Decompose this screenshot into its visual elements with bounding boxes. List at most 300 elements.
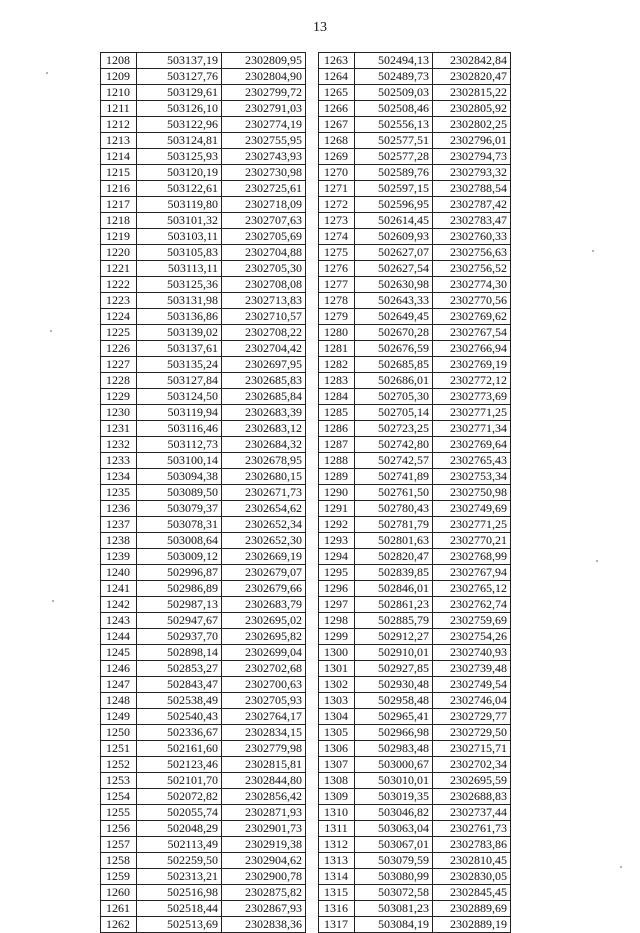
x-coordinate-cell: 502630,98 xyxy=(355,277,433,293)
point-number-cell: 1284 xyxy=(319,389,355,405)
y-coordinate-cell: 2302725,61 xyxy=(222,181,306,197)
x-coordinate-cell: 502609,93 xyxy=(355,229,433,245)
point-number-cell: 1302 xyxy=(319,677,355,693)
point-number-cell: 1315 xyxy=(319,885,355,901)
y-coordinate-cell: 2302680,15 xyxy=(222,469,306,485)
x-coordinate-cell: 503084,19 xyxy=(355,917,433,933)
y-coordinate-cell: 2302809,95 xyxy=(222,53,306,69)
table-row xyxy=(319,165,511,181)
point-number-cell: 1232 xyxy=(101,437,137,453)
point-number-cell: 1313 xyxy=(319,853,355,869)
table-row xyxy=(319,117,511,133)
point-number-cell: 1283 xyxy=(319,373,355,389)
point-number-cell: 1276 xyxy=(319,261,355,277)
point-number-cell: 1266 xyxy=(319,101,355,117)
y-coordinate-cell: 2302739,48 xyxy=(433,661,511,677)
point-number-cell: 1238 xyxy=(101,533,137,549)
x-coordinate-cell: 503127,84 xyxy=(137,373,222,389)
y-coordinate-cell: 2302771,25 xyxy=(433,405,511,421)
x-coordinate-cell: 502676,59 xyxy=(355,341,433,357)
x-coordinate-cell: 502927,85 xyxy=(355,661,433,677)
point-number-cell: 1299 xyxy=(319,629,355,645)
table-row xyxy=(319,565,511,581)
table-row xyxy=(101,309,306,325)
y-coordinate-cell: 2302683,39 xyxy=(222,405,306,421)
point-number-cell: 1268 xyxy=(319,133,355,149)
y-coordinate-cell: 2302815,22 xyxy=(433,85,511,101)
point-number-cell: 1305 xyxy=(319,725,355,741)
x-coordinate-cell: 503124,50 xyxy=(137,389,222,405)
point-number-cell: 1235 xyxy=(101,485,137,501)
x-coordinate-cell: 502627,07 xyxy=(355,245,433,261)
table-row xyxy=(319,597,511,613)
table-row xyxy=(319,229,511,245)
y-coordinate-cell: 2302765,12 xyxy=(433,581,511,597)
table-row xyxy=(319,309,511,325)
y-coordinate-cell: 2302756,63 xyxy=(433,245,511,261)
y-coordinate-cell: 2302750,98 xyxy=(433,485,511,501)
table-row xyxy=(319,629,511,645)
coordinates-table-left xyxy=(100,52,306,933)
table-row xyxy=(101,853,306,869)
x-coordinate-cell: 502494,13 xyxy=(355,53,433,69)
y-coordinate-cell: 2302766,94 xyxy=(433,341,511,357)
point-number-cell: 1303 xyxy=(319,693,355,709)
x-coordinate-cell: 502313,21 xyxy=(137,869,222,885)
point-number-cell: 1231 xyxy=(101,421,137,437)
y-coordinate-cell: 2302695,59 xyxy=(433,773,511,789)
y-coordinate-cell: 2302718,09 xyxy=(222,197,306,213)
table-row xyxy=(319,853,511,869)
table-row xyxy=(319,741,511,757)
x-coordinate-cell: 502861,23 xyxy=(355,597,433,613)
y-coordinate-cell: 2302783,86 xyxy=(433,837,511,853)
y-coordinate-cell: 2302685,83 xyxy=(222,373,306,389)
x-coordinate-cell: 503079,59 xyxy=(355,853,433,869)
x-coordinate-cell: 503072,58 xyxy=(355,885,433,901)
table-row xyxy=(101,373,306,389)
y-coordinate-cell: 2302867,93 xyxy=(222,901,306,917)
scan-speck xyxy=(52,600,54,602)
point-number-cell: 1208 xyxy=(101,53,137,69)
x-coordinate-cell: 502508,46 xyxy=(355,101,433,117)
point-number-cell: 1226 xyxy=(101,341,137,357)
x-coordinate-cell: 502780,43 xyxy=(355,501,433,517)
table-row xyxy=(101,133,306,149)
table-row xyxy=(101,533,306,549)
y-coordinate-cell: 2302702,34 xyxy=(433,757,511,773)
point-number-cell: 1317 xyxy=(319,917,355,933)
table-row xyxy=(101,181,306,197)
y-coordinate-cell: 2302783,47 xyxy=(433,213,511,229)
point-number-cell: 1296 xyxy=(319,581,355,597)
table-row xyxy=(319,261,511,277)
point-number-cell: 1223 xyxy=(101,293,137,309)
y-coordinate-cell: 2302901,73 xyxy=(222,821,306,837)
y-coordinate-cell: 2302710,57 xyxy=(222,309,306,325)
y-coordinate-cell: 2302762,74 xyxy=(433,597,511,613)
x-coordinate-cell: 502986,89 xyxy=(137,581,222,597)
y-coordinate-cell: 2302697,95 xyxy=(222,357,306,373)
x-coordinate-cell: 503120,19 xyxy=(137,165,222,181)
table-row xyxy=(319,341,511,357)
y-coordinate-cell: 2302771,25 xyxy=(433,517,511,533)
x-coordinate-cell: 503137,61 xyxy=(137,341,222,357)
y-coordinate-cell: 2302695,02 xyxy=(222,613,306,629)
x-coordinate-cell: 502781,79 xyxy=(355,517,433,533)
point-number-cell: 1277 xyxy=(319,277,355,293)
x-coordinate-cell: 503131,98 xyxy=(137,293,222,309)
table-row xyxy=(319,613,511,629)
point-number-cell: 1310 xyxy=(319,805,355,821)
point-number-cell: 1245 xyxy=(101,645,137,661)
y-coordinate-cell: 2302761,73 xyxy=(433,821,511,837)
x-coordinate-cell: 502123,46 xyxy=(137,757,222,773)
table-row xyxy=(319,645,511,661)
table-row xyxy=(319,357,511,373)
y-coordinate-cell: 2302704,42 xyxy=(222,341,306,357)
y-coordinate-cell: 2302702,68 xyxy=(222,661,306,677)
y-coordinate-cell: 2302769,64 xyxy=(433,437,511,453)
x-coordinate-cell: 502983,48 xyxy=(355,741,433,757)
y-coordinate-cell: 2302683,79 xyxy=(222,597,306,613)
table-row xyxy=(101,645,306,661)
table-row xyxy=(101,325,306,341)
point-number-cell: 1259 xyxy=(101,869,137,885)
point-number-cell: 1251 xyxy=(101,741,137,757)
table-row xyxy=(319,917,511,933)
table-row xyxy=(319,421,511,437)
y-coordinate-cell: 2302705,69 xyxy=(222,229,306,245)
point-number-cell: 1279 xyxy=(319,309,355,325)
point-number-cell: 1297 xyxy=(319,597,355,613)
point-number-cell: 1258 xyxy=(101,853,137,869)
point-number-cell: 1237 xyxy=(101,517,137,533)
table-row xyxy=(101,885,306,901)
point-number-cell: 1304 xyxy=(319,709,355,725)
x-coordinate-cell: 503019,35 xyxy=(355,789,433,805)
table-row xyxy=(101,277,306,293)
point-number-cell: 1298 xyxy=(319,613,355,629)
x-coordinate-cell: 503129,61 xyxy=(137,85,222,101)
point-number-cell: 1212 xyxy=(101,117,137,133)
y-coordinate-cell: 2302730,98 xyxy=(222,165,306,181)
y-coordinate-cell: 2302705,93 xyxy=(222,693,306,709)
x-coordinate-cell: 503122,61 xyxy=(137,181,222,197)
y-coordinate-cell: 2302779,98 xyxy=(222,741,306,757)
y-coordinate-cell: 2302652,34 xyxy=(222,517,306,533)
table-row xyxy=(101,581,306,597)
x-coordinate-cell: 503139,02 xyxy=(137,325,222,341)
x-coordinate-cell: 502839,85 xyxy=(355,565,433,581)
y-coordinate-cell: 2302737,44 xyxy=(433,805,511,821)
point-number-cell: 1218 xyxy=(101,213,137,229)
table-row xyxy=(319,85,511,101)
point-number-cell: 1281 xyxy=(319,341,355,357)
y-coordinate-cell: 2302699,04 xyxy=(222,645,306,661)
table-row xyxy=(319,213,511,229)
table-row xyxy=(101,677,306,693)
point-number-cell: 1239 xyxy=(101,549,137,565)
table-row xyxy=(319,405,511,421)
table-row xyxy=(319,181,511,197)
x-coordinate-cell: 503046,82 xyxy=(355,805,433,821)
table-row xyxy=(101,901,306,917)
table-row xyxy=(319,469,511,485)
point-number-cell: 1224 xyxy=(101,309,137,325)
point-number-cell: 1222 xyxy=(101,277,137,293)
point-number-cell: 1311 xyxy=(319,821,355,837)
table-row xyxy=(101,197,306,213)
point-number-cell: 1243 xyxy=(101,613,137,629)
y-coordinate-cell: 2302700,63 xyxy=(222,677,306,693)
x-coordinate-cell: 503125,36 xyxy=(137,277,222,293)
point-number-cell: 1221 xyxy=(101,261,137,277)
point-number-cell: 1291 xyxy=(319,501,355,517)
y-coordinate-cell: 2302805,92 xyxy=(433,101,511,117)
x-coordinate-cell: 502597,15 xyxy=(355,181,433,197)
scan-speck xyxy=(596,560,598,562)
point-number-cell: 1286 xyxy=(319,421,355,437)
table-row xyxy=(101,245,306,261)
y-coordinate-cell: 2302729,50 xyxy=(433,725,511,741)
table-row xyxy=(319,53,511,69)
table-row xyxy=(101,149,306,165)
y-coordinate-cell: 2302767,94 xyxy=(433,565,511,581)
table-row xyxy=(101,821,306,837)
point-number-cell: 1262 xyxy=(101,917,137,933)
table-row xyxy=(319,533,511,549)
y-coordinate-cell: 2302769,19 xyxy=(433,357,511,373)
point-number-cell: 1271 xyxy=(319,181,355,197)
scan-speck xyxy=(50,330,52,332)
point-number-cell: 1270 xyxy=(319,165,355,181)
x-coordinate-cell: 502161,60 xyxy=(137,741,222,757)
point-number-cell: 1247 xyxy=(101,677,137,693)
x-coordinate-cell: 502072,82 xyxy=(137,789,222,805)
x-coordinate-cell: 503067,01 xyxy=(355,837,433,853)
y-coordinate-cell: 2302671,73 xyxy=(222,485,306,501)
table-row xyxy=(319,661,511,677)
y-coordinate-cell: 2302767,54 xyxy=(433,325,511,341)
table-row xyxy=(101,565,306,581)
table-row xyxy=(101,757,306,773)
table-row xyxy=(101,917,306,933)
y-coordinate-cell: 2302684,32 xyxy=(222,437,306,453)
x-coordinate-cell: 503008,64 xyxy=(137,533,222,549)
x-coordinate-cell: 502627,54 xyxy=(355,261,433,277)
table-row xyxy=(101,549,306,565)
x-coordinate-cell: 503113,11 xyxy=(137,261,222,277)
point-number-cell: 1314 xyxy=(319,869,355,885)
point-number-cell: 1229 xyxy=(101,389,137,405)
x-coordinate-cell: 502898,14 xyxy=(137,645,222,661)
point-number-cell: 1306 xyxy=(319,741,355,757)
table-row xyxy=(101,789,306,805)
y-coordinate-cell: 2302842,84 xyxy=(433,53,511,69)
table-row xyxy=(101,613,306,629)
x-coordinate-cell: 502686,01 xyxy=(355,373,433,389)
y-coordinate-cell: 2302774,30 xyxy=(433,277,511,293)
point-number-cell: 1289 xyxy=(319,469,355,485)
point-number-cell: 1253 xyxy=(101,773,137,789)
table-row xyxy=(319,885,511,901)
x-coordinate-cell: 502577,51 xyxy=(355,133,433,149)
x-coordinate-cell: 503079,37 xyxy=(137,501,222,517)
y-coordinate-cell: 2302769,62 xyxy=(433,309,511,325)
x-coordinate-cell: 502048,29 xyxy=(137,821,222,837)
table-row xyxy=(319,389,511,405)
y-coordinate-cell: 2302771,34 xyxy=(433,421,511,437)
x-coordinate-cell: 502930,48 xyxy=(355,677,433,693)
y-coordinate-cell: 2302799,72 xyxy=(222,85,306,101)
table-row xyxy=(101,837,306,853)
point-number-cell: 1211 xyxy=(101,101,137,117)
y-coordinate-cell: 2302794,73 xyxy=(433,149,511,165)
point-number-cell: 1254 xyxy=(101,789,137,805)
x-coordinate-cell: 502101,70 xyxy=(137,773,222,789)
point-number-cell: 1213 xyxy=(101,133,137,149)
y-coordinate-cell: 2302875,82 xyxy=(222,885,306,901)
x-coordinate-cell: 503127,76 xyxy=(137,69,222,85)
y-coordinate-cell: 2302678,95 xyxy=(222,453,306,469)
table-row xyxy=(319,581,511,597)
point-number-cell: 1293 xyxy=(319,533,355,549)
y-coordinate-cell: 2302770,56 xyxy=(433,293,511,309)
table-row xyxy=(101,405,306,421)
point-number-cell: 1280 xyxy=(319,325,355,341)
point-number-cell: 1278 xyxy=(319,293,355,309)
y-coordinate-cell: 2302754,26 xyxy=(433,629,511,645)
point-number-cell: 1246 xyxy=(101,661,137,677)
point-number-cell: 1236 xyxy=(101,501,137,517)
point-number-cell: 1316 xyxy=(319,901,355,917)
table-row xyxy=(101,53,306,69)
scan-speck xyxy=(592,250,594,252)
y-coordinate-cell: 2302788,54 xyxy=(433,181,511,197)
point-number-cell: 1308 xyxy=(319,773,355,789)
y-coordinate-cell: 2302654,62 xyxy=(222,501,306,517)
table-row xyxy=(319,517,511,533)
y-coordinate-cell: 2302774,19 xyxy=(222,117,306,133)
x-coordinate-cell: 502958,48 xyxy=(355,693,433,709)
x-coordinate-cell: 502947,67 xyxy=(137,613,222,629)
table-row xyxy=(319,101,511,117)
point-number-cell: 1249 xyxy=(101,709,137,725)
point-number-cell: 1263 xyxy=(319,53,355,69)
x-coordinate-cell: 502513,69 xyxy=(137,917,222,933)
y-coordinate-cell: 2302729,77 xyxy=(433,709,511,725)
point-number-cell: 1288 xyxy=(319,453,355,469)
y-coordinate-cell: 2302820,47 xyxy=(433,69,511,85)
table-row xyxy=(101,469,306,485)
point-number-cell: 1307 xyxy=(319,757,355,773)
point-number-cell: 1312 xyxy=(319,837,355,853)
table-row xyxy=(101,805,306,821)
table-row xyxy=(101,597,306,613)
point-number-cell: 1295 xyxy=(319,565,355,581)
y-coordinate-cell: 2302830,05 xyxy=(433,869,511,885)
y-coordinate-cell: 2302679,66 xyxy=(222,581,306,597)
table-row xyxy=(319,277,511,293)
table-row xyxy=(319,245,511,261)
x-coordinate-cell: 502853,27 xyxy=(137,661,222,677)
y-coordinate-cell: 2302740,93 xyxy=(433,645,511,661)
table-row xyxy=(319,197,511,213)
x-coordinate-cell: 502577,28 xyxy=(355,149,433,165)
point-number-cell: 1242 xyxy=(101,597,137,613)
y-coordinate-cell: 2302844,80 xyxy=(222,773,306,789)
x-coordinate-cell: 502965,41 xyxy=(355,709,433,725)
point-number-cell: 1255 xyxy=(101,805,137,821)
table-row xyxy=(319,485,511,501)
y-coordinate-cell: 2302755,95 xyxy=(222,133,306,149)
y-coordinate-cell: 2302707,63 xyxy=(222,213,306,229)
table-row xyxy=(101,389,306,405)
y-coordinate-cell: 2302770,21 xyxy=(433,533,511,549)
x-coordinate-cell: 503124,81 xyxy=(137,133,222,149)
point-number-cell: 1214 xyxy=(101,149,137,165)
x-coordinate-cell: 502589,76 xyxy=(355,165,433,181)
table-row xyxy=(319,709,511,725)
x-coordinate-cell: 502489,73 xyxy=(355,69,433,85)
y-coordinate-cell: 2302756,52 xyxy=(433,261,511,277)
table-row xyxy=(319,821,511,837)
x-coordinate-cell: 502113,49 xyxy=(137,837,222,853)
x-coordinate-cell: 502723,25 xyxy=(355,421,433,437)
point-number-cell: 1290 xyxy=(319,485,355,501)
table-row xyxy=(101,261,306,277)
table-row xyxy=(101,437,306,453)
coordinates-table-right xyxy=(318,52,511,933)
y-coordinate-cell: 2302749,54 xyxy=(433,677,511,693)
point-number-cell: 1285 xyxy=(319,405,355,421)
point-number-cell: 1220 xyxy=(101,245,137,261)
x-coordinate-cell: 502538,49 xyxy=(137,693,222,709)
y-coordinate-cell: 2302759,69 xyxy=(433,613,511,629)
y-coordinate-cell: 2302889,19 xyxy=(433,917,511,933)
table-row xyxy=(319,549,511,565)
table-row xyxy=(101,229,306,245)
point-number-cell: 1219 xyxy=(101,229,137,245)
point-number-cell: 1240 xyxy=(101,565,137,581)
x-coordinate-cell: 502614,45 xyxy=(355,213,433,229)
x-coordinate-cell: 502518,44 xyxy=(137,901,222,917)
table-row xyxy=(101,453,306,469)
point-number-cell: 1264 xyxy=(319,69,355,85)
y-coordinate-cell: 2302919,38 xyxy=(222,837,306,853)
table-row xyxy=(319,789,511,805)
x-coordinate-cell: 503063,04 xyxy=(355,821,433,837)
table-row xyxy=(101,629,306,645)
x-coordinate-cell: 503010,01 xyxy=(355,773,433,789)
y-coordinate-cell: 2302768,99 xyxy=(433,549,511,565)
y-coordinate-cell: 2302652,30 xyxy=(222,533,306,549)
x-coordinate-cell: 502556,13 xyxy=(355,117,433,133)
y-coordinate-cell: 2302695,82 xyxy=(222,629,306,645)
table-row xyxy=(101,117,306,133)
y-coordinate-cell: 2302713,83 xyxy=(222,293,306,309)
y-coordinate-cell: 2302791,03 xyxy=(222,101,306,117)
x-coordinate-cell: 503126,10 xyxy=(137,101,222,117)
x-coordinate-cell: 503137,19 xyxy=(137,53,222,69)
y-coordinate-cell: 2302900,78 xyxy=(222,869,306,885)
y-coordinate-cell: 2302708,22 xyxy=(222,325,306,341)
x-coordinate-cell: 503122,96 xyxy=(137,117,222,133)
table-row xyxy=(319,293,511,309)
table-row xyxy=(101,773,306,789)
table-row xyxy=(319,757,511,773)
